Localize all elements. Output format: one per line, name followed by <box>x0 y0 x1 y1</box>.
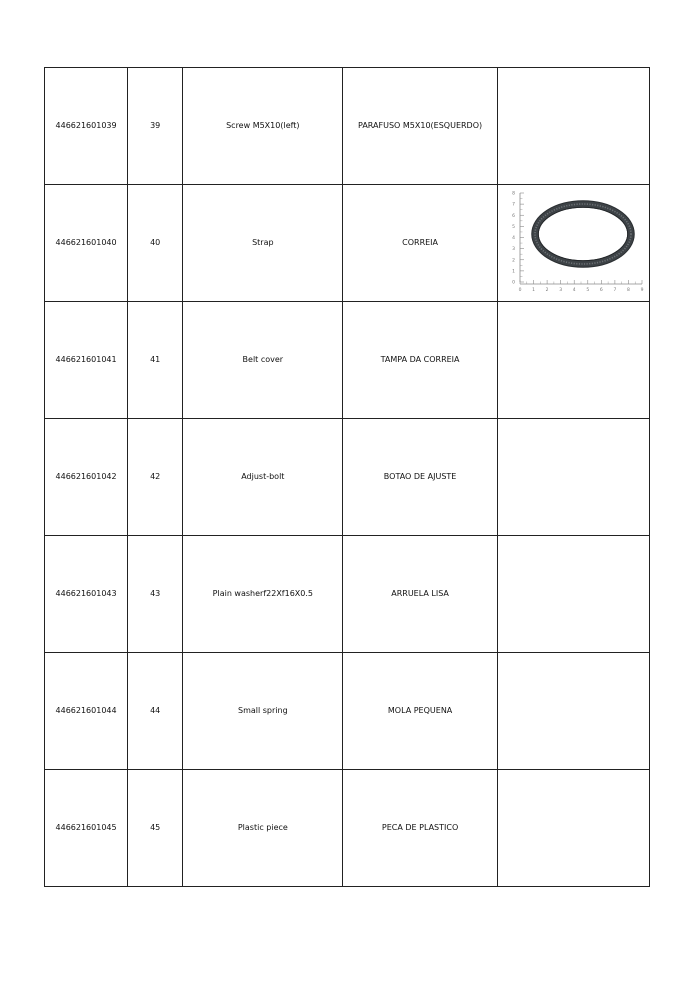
part-name-english: Small spring <box>183 653 343 770</box>
ruler-label: 0 <box>512 280 516 286</box>
part-code: 446621601041 <box>45 302 128 419</box>
parts-table <box>44 67 650 887</box>
belt-photo <box>500 187 646 299</box>
ruler-label: 2 <box>512 258 516 264</box>
ruler-label: 3 <box>512 247 516 253</box>
part-name-portuguese: ARRUELA LISA <box>343 536 497 653</box>
ruler-label: 8 <box>512 191 516 197</box>
table-row <box>45 419 650 536</box>
table-row <box>45 536 650 653</box>
part-name-english: Adjust-bolt <box>183 419 343 536</box>
part-name-english: Strap <box>183 185 343 302</box>
ruler-label: 3 <box>559 288 563 293</box>
ruler-label: 7 <box>512 202 516 208</box>
part-code: 446621601040 <box>45 185 128 302</box>
part-name-portuguese: CORREIA <box>343 185 497 302</box>
part-number: 43 <box>128 536 183 653</box>
part-name-portuguese: PARAFUSO M5X10(ESQUERDO) <box>343 68 497 185</box>
part-name-english: Plastic piece <box>183 770 343 887</box>
part-image-cell <box>497 185 649 302</box>
part-name-portuguese: MOLA PEQUENA <box>343 653 497 770</box>
table-row <box>45 653 650 770</box>
table-row <box>45 68 650 185</box>
ruler-label: 6 <box>600 288 604 293</box>
part-code: 446621601044 <box>45 653 128 770</box>
table-row <box>45 185 650 302</box>
ruler-label: 2 <box>546 288 549 293</box>
part-number: 44 <box>128 653 183 770</box>
part-image-cell <box>497 653 649 770</box>
table-row <box>45 302 650 419</box>
ruler-label: 8 <box>627 288 631 293</box>
part-image-cell <box>497 68 649 185</box>
part-name-english: Screw M5X10(left) <box>183 68 343 185</box>
ruler-label: 5 <box>512 224 516 230</box>
part-number: 41 <box>128 302 183 419</box>
ruler-label: 4 <box>512 236 516 242</box>
part-name-english: Plain washerf22Xf16X0.5 <box>183 536 343 653</box>
part-number: 39 <box>128 68 183 185</box>
part-name-portuguese: BOTAO DE AJUSTE <box>343 419 497 536</box>
part-code: 446621601045 <box>45 770 128 887</box>
ruler-label: 7 <box>613 288 617 293</box>
ruler-label: 1 <box>512 269 516 275</box>
part-name-portuguese: TAMPA DA CORREIA <box>343 302 497 419</box>
part-number: 40 <box>128 185 183 302</box>
ruler-label: 4 <box>573 288 577 293</box>
part-name-portuguese: PECA DE PLASTICO <box>343 770 497 887</box>
part-name-english: Belt cover <box>183 302 343 419</box>
ruler-label: 5 <box>586 288 590 293</box>
table-row <box>45 770 650 887</box>
part-image-cell <box>497 419 649 536</box>
ruler-label: 6 <box>512 213 516 219</box>
ruler-label: 1 <box>532 288 536 293</box>
part-number: 42 <box>128 419 183 536</box>
belt-photo-graphic <box>500 187 646 299</box>
part-code: 446621601043 <box>45 536 128 653</box>
part-image-cell <box>497 536 649 653</box>
part-code: 446621601042 <box>45 419 128 536</box>
ruler-label: 9 <box>640 288 644 293</box>
part-code: 446621601039 <box>45 68 128 185</box>
part-image-cell <box>497 302 649 419</box>
part-number: 45 <box>128 770 183 887</box>
ruler-label: 0 <box>518 288 522 293</box>
part-image-cell <box>497 770 649 887</box>
